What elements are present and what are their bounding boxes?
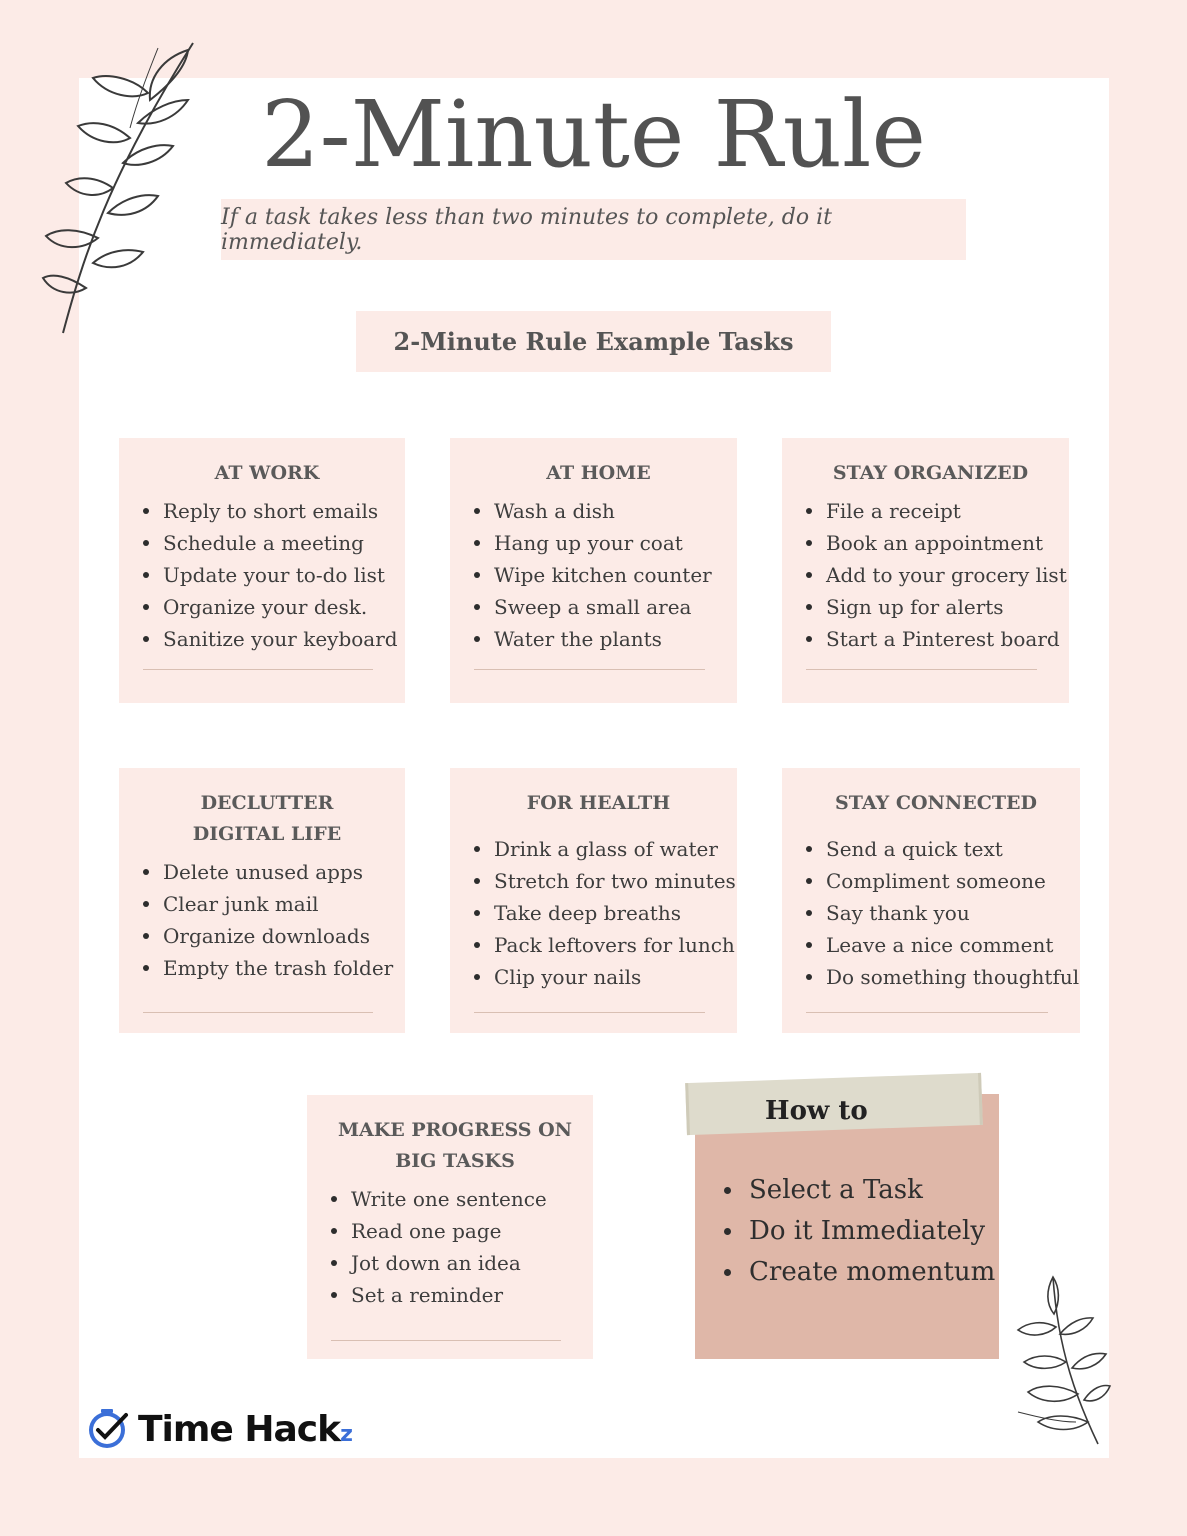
list-item: Organize your desk.	[163, 591, 391, 623]
task-list	[474, 833, 736, 993]
list-item: Sweep a small area	[494, 591, 723, 623]
list-item: Sanitize your keyboard	[163, 623, 391, 655]
task-list	[143, 495, 398, 655]
list-item: Empty the trash folder	[163, 952, 391, 984]
divider	[143, 1012, 373, 1013]
card-for-health	[450, 768, 737, 1033]
section-title: 2-Minute Rule Example Tasks	[356, 311, 831, 372]
list-item: Wash a dish	[494, 495, 723, 527]
list-item: Pack leftovers for lunch	[494, 929, 723, 961]
task-list	[331, 1183, 579, 1311]
clock-check-icon	[86, 1407, 130, 1451]
list-item: Update your to-do list	[163, 559, 391, 591]
card-stay-organized	[782, 438, 1069, 703]
list-item: Do it Immediately	[749, 1211, 995, 1252]
divider	[806, 1012, 1048, 1013]
card-make-progress	[307, 1095, 593, 1359]
list-item: Water the plants	[494, 623, 723, 655]
list-item: Clear junk mail	[163, 888, 391, 920]
list-item: Start a Pinterest board	[826, 623, 1055, 655]
card-stay-connected	[782, 768, 1080, 1033]
list-item: Take deep breaths	[494, 897, 723, 929]
task-list	[806, 495, 1067, 655]
card-at-home	[450, 438, 737, 703]
task-list	[143, 856, 394, 984]
divider	[143, 669, 373, 670]
list-item: Say thank you	[826, 897, 1066, 929]
list-item: Stretch for two minutes	[494, 865, 723, 897]
list-item: File a receipt	[826, 495, 1055, 527]
list-item: Delete unused apps	[163, 856, 391, 888]
card-heading: AT HOME	[546, 462, 651, 484]
list-item: Add to your grocery list	[826, 559, 1055, 591]
list-item: Write one sentence	[351, 1183, 579, 1215]
card-heading: AT WORK	[214, 462, 320, 484]
list-item: Jot down an idea	[351, 1247, 579, 1279]
list-item: Read one page	[351, 1215, 579, 1247]
list-item: Set a reminder	[351, 1279, 579, 1311]
card-heading: STAY ORGANIZED	[832, 462, 1029, 484]
page-title: 2-Minute Rule	[261, 81, 926, 188]
brand-logo	[86, 1405, 352, 1453]
list-item: Schedule a meeting	[163, 527, 391, 559]
card-heading: MAKE PROGRESS ON BIG TASKS	[337, 1119, 573, 1172]
list-item: Reply to short emails	[163, 495, 391, 527]
list-item: Hang up your coat	[494, 527, 723, 559]
brand-name: Time Hackz	[138, 1408, 352, 1450]
list-item: Do something thoughtful	[826, 961, 1066, 993]
list-item: Sign up for alerts	[826, 591, 1055, 623]
list-item: Drink a glass of water	[494, 833, 723, 865]
list-item: Clip your nails	[494, 961, 723, 993]
howto-card	[695, 1094, 999, 1359]
list-item: Send a quick text	[826, 833, 1066, 865]
list-item: Wipe kitchen counter	[494, 559, 723, 591]
card-heading: FOR HEALTH	[526, 792, 671, 814]
list-item: Book an appointment	[826, 527, 1055, 559]
subtitle: If a task takes less than two minutes to complete, do it immediately.	[221, 199, 966, 260]
divider	[331, 1340, 561, 1341]
card-declutter-digital-life	[119, 768, 405, 1033]
howto-list	[749, 1170, 995, 1293]
leaf-branch-icon	[998, 1272, 1113, 1447]
list-item: Leave a nice comment	[826, 929, 1066, 961]
list-item: Compliment someone	[826, 865, 1066, 897]
howto-label: How to	[765, 1096, 868, 1126]
card-heading: DECLUTTER DIGITAL LIFE	[192, 792, 342, 845]
divider	[806, 669, 1037, 670]
divider	[474, 1012, 705, 1013]
list-item: Create momentum	[749, 1252, 995, 1293]
task-list	[474, 495, 723, 655]
divider	[474, 669, 705, 670]
card-at-work	[119, 438, 405, 703]
card-heading: STAY CONNECTED	[835, 792, 1037, 814]
list-item: Organize downloads	[163, 920, 391, 952]
list-item: Select a Task	[749, 1170, 995, 1211]
task-list	[806, 833, 1080, 993]
